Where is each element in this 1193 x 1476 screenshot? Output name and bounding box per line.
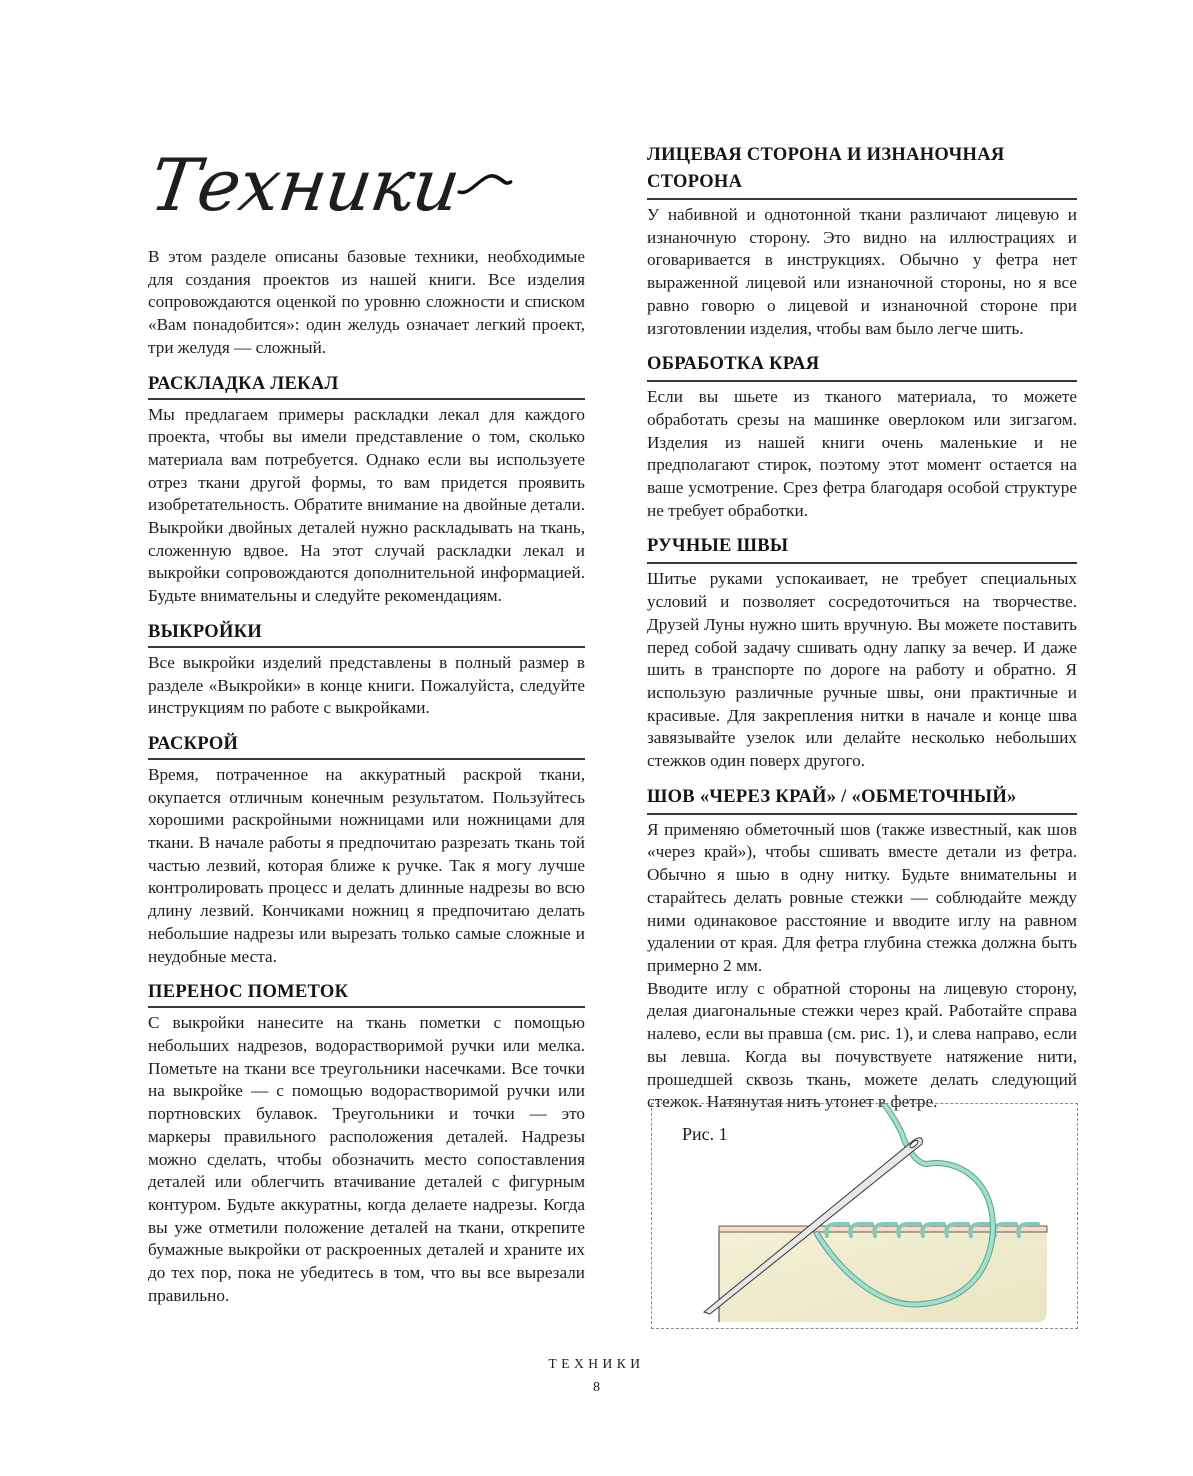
section-heading: ЛИЦЕВАЯ СТОРОНА И ИЗНАНОЧНАЯ СТОРОНА [647, 142, 1077, 200]
section-patterns [148, 620, 585, 720]
page-number: 8 [593, 1380, 600, 1395]
section-hand-stitches [647, 533, 1077, 772]
section-heading: РУЧНЫЕ ШВЫ [647, 533, 1077, 564]
section-text: Все выкройки изделий представлены в полный размер в разделе «Выкройки» в конце книги. Пожалуйста, следуйте инструкциям по работе с выкройками. [148, 652, 585, 718]
title-swash-decoration [457, 166, 517, 196]
section-pattern-layout [148, 372, 585, 608]
section-heading: ОБРАБОТКА КРАЯ [647, 351, 1077, 382]
page-title-text: Техники [145, 143, 465, 227]
section-text: Время, потраченное на аккуратный раскрой ткани, окупается отличным конечным результатом. Пользуйтесь хорошими раскройными ножницами или ножницами для ткани. В начале работы я предпочитаю разрезать ткань той частью лезвий, которая ближе к ручке. Так я могу лучше контролировать процесс и делать длинные надрезы во всю длину лезвий. Кончиками ножниц я предпочитаю делать небольшие надрезы или вырезать только самые сложные и неудобные места. [148, 764, 585, 966]
section-heading: ШОВ «ЧЕРЕЗ КРАЙ» / «ОБМЕТОЧНЫЙ» [647, 784, 1077, 815]
intro-paragraph: В этом разделе описаны базовые техники, необходимые для создания проектов из нашей книги. Все изделия сопровождаются оценкой по уровню сложности и списком «Вам понадобится»: один желудь означает легкий проект, три желудя — сложный. [148, 247, 585, 357]
section-whip-stitch [647, 784, 1077, 1114]
section-heading: ВЫКРОЙКИ [148, 620, 585, 648]
section-transfer-marks [148, 980, 585, 1307]
page-title [144, 140, 598, 236]
right-column [647, 142, 1077, 1125]
section-edge-finishing [647, 351, 1077, 522]
section-text: Я применяю обметочный шов (также известный, как шов «через край»), чтобы сшивать вместе детали из фетра. Обычно я шью в одну нитку. Будьте внимательны и старайтесь делать ровные стежки — соблюдайте между ними одинаковое расстояние и вводите иглу на равном удалении от края. Для фетра глубина стежка должна быть примерно 2 мм. [647, 819, 1077, 975]
section-cutting [148, 732, 585, 968]
section-heading: РАСКРОЙ [148, 732, 585, 760]
figure-whip-stitch [651, 1103, 1078, 1329]
section-text: Если вы шьете из тканого материала, то можете обработать срезы на машинке оверлоком или зигзагом. Изделия из нашей книги очень маленькие и не предполагают стирок, поэтому этот момент остается на ваше усмотрение. Срез фетра благодаря особой структуре не требует обработки. [647, 387, 1077, 520]
section-heading: РАСКЛАДКА ЛЕКАЛ [148, 372, 585, 400]
figure-label: Рис. 1 [682, 1124, 728, 1144]
section-text: Шитье руками успокаивает, не требует специальных условий и позволяет сосредоточиться на творчестве. Друзей Луны нужно шить вручную. Вы можете поставить перед собой задачу сшивать одну лапку за вечер. И даже шить в транспорте по дороге на работу и обратно. Я использую различные ручные швы, они практичные и красивые. Для закрепления нитки в начале и конце шва завязывайте узелок или делайте несколько небольших стежков один поверх другого. [647, 569, 1077, 771]
section-text: У набивной и однотонной ткани различают лицевую и изнаночную сторону. Это видно на иллюстрациях и оговаривается в инструкциях. Обычно у фетра нет выраженной лицевой или изнаночной стороны, но я все равно говорю о лицевой и изнаночной стороне при изготовлении изделия, чтобы вам было легче шить. [647, 205, 1077, 338]
section-right-wrong-side [647, 142, 1077, 340]
left-column [145, 140, 585, 1319]
running-title: ТЕХНИКИ [548, 1356, 645, 1371]
section-heading: ПЕРЕНОС ПОМЕТОК [148, 980, 585, 1008]
section-text-continued: Вводите иглу с обратной стороны на лицевую сторону, делая диагональные стежки через край. Работайте справа налево, если вы правша (см. рис. 1), и слева направо, если вы левша. Когда вы почувствуете натяжение нити, прошедшей сквозь ткань, можете делать следующий стежок. Натянутая нить утонет в фетре. [647, 978, 1077, 1112]
fabric-piece [719, 1232, 1047, 1322]
section-text: Мы предлагаем примеры раскладки лекал для каждого проекта, чтобы вы имели представление о том, сколько материала вам потребуется. Однако если вы используете отрез ткани другой формы, то вам придется проявить изобретательность. Обратите внимание на двойные детали. Выкройки двойных деталей нужно раскладывать на ткань, сложенную вдвое. На этот случай раскладки лекал и выкройки сопровождаются дополнительной информацией. Будьте внимательны и следуйте рекомендациям. [148, 404, 585, 606]
section-text: С выкройки нанесите на ткань пометки с помощью небольших надрезов, водорастворимой ручки или мелка. Пометьте на ткани все треугольники насечками. Все точки на выкройке — с помощью водорастворимой ручки или портновских булавок. Треугольники и точки — это маркеры правильного расположения деталей. Надрезы можно сделать, чтобы обозначить место сопоставления деталей или облегчить втачивание деталей с фигурным контуром. Будьте аккуратны, когда делаете надрезы. Когда вы уже отметили положение деталей на ткани, открепите бумажные выкройки от раскроенных деталей и храните их до тех пор, пока не убедитесь в том, что вы все вырезали правильно. [148, 1013, 585, 1305]
